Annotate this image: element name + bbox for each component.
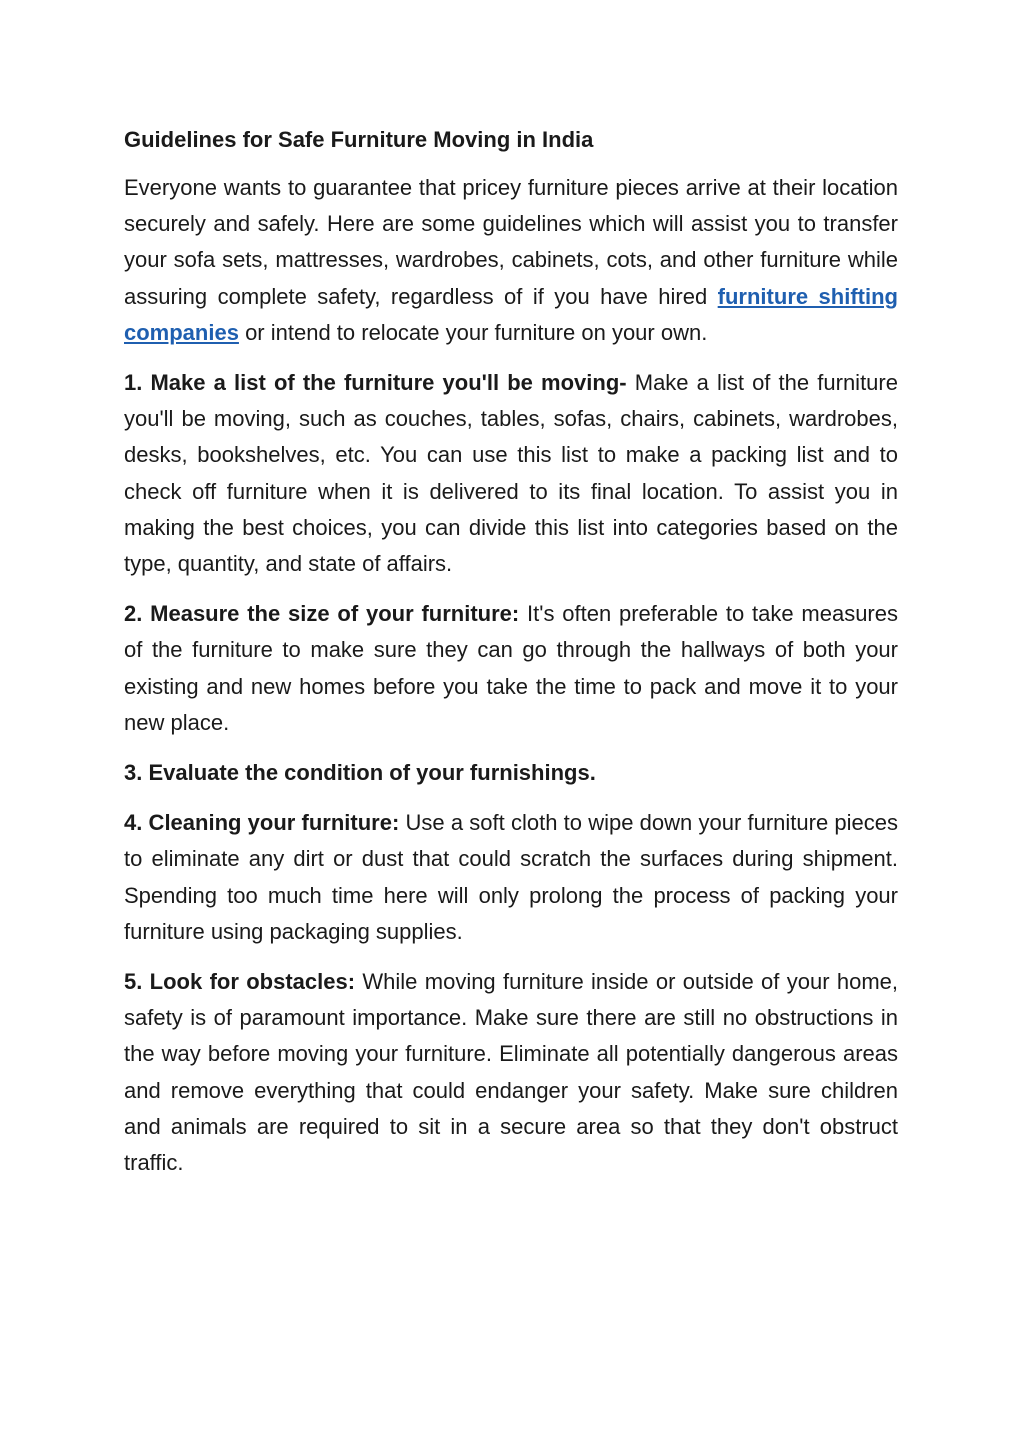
section-1-heading: 1. Make a list of the furniture you'll be moving- [124, 370, 627, 396]
intro-paragraph [124, 170, 898, 351]
document-page [124, 122, 898, 1195]
section-3-heading: 3. Evaluate the condition of your furnishings. [124, 760, 596, 786]
section-4-paragraph [124, 805, 898, 950]
section-3-paragraph [124, 755, 898, 791]
section-5-paragraph [124, 964, 898, 1181]
section-1-body: Make a list of the furniture you'll be moving, such as couches, tables, sofas, chairs, cabinets, wardrobes, desks, bookshelves, etc. You can use this list to make a packing list and to check off furniture when it is delivered to its final location. To assist you in making the best choices, you can divide this list into categories based on the type, quantity, and state of affairs. [124, 370, 898, 577]
section-4-body: Use a soft cloth to wipe down your furniture pieces to eliminate any dirt or dust that could scratch the surfaces during shipment. Spending too much time here will only prolong the process of packing your furniture using packaging supplies. [124, 810, 898, 944]
section-2-body: It's often preferable to take measures of the furniture to make sure they can go through the hallways of both your existing and new homes before you take the time to pack and move it to your new place. [124, 601, 898, 735]
section-2-heading: 2. Measure the size of your furniture: [124, 601, 520, 627]
section-5-heading: 5. Look for obstacles: [124, 969, 356, 995]
section-5-body: While moving furniture inside or outside of your home, safety is of paramount importance. Make sure there are still no obstructions in the way before moving your furniture. Eliminate all potentially dangerous areas and remove everything that could endanger your safety. Make sure children and animals are required to sit in a secure area so that they don't obstruct traffic. [124, 969, 898, 1176]
intro-text-before-link: Everyone wants to guarantee that pricey furniture pieces arrive at their location securely and safely. Here are some guidelines which will assist you to transfer your sofa sets, mattresses, wardrobes, cabinets, cots, and other furniture while assuring complete safety, regardless of if you have hired [124, 175, 898, 309]
intro-text-after-link: or intend to relocate your furniture on your own. [245, 319, 708, 345]
document-title: Guidelines for Safe Furniture Moving in India [124, 127, 594, 152]
section-1-paragraph [124, 365, 898, 582]
section-4-heading: 4. Cleaning your furniture: [124, 810, 400, 836]
furniture-shifting-companies-link[interactable]: furniture shifting companies [124, 283, 898, 345]
section-2-paragraph [124, 596, 898, 741]
